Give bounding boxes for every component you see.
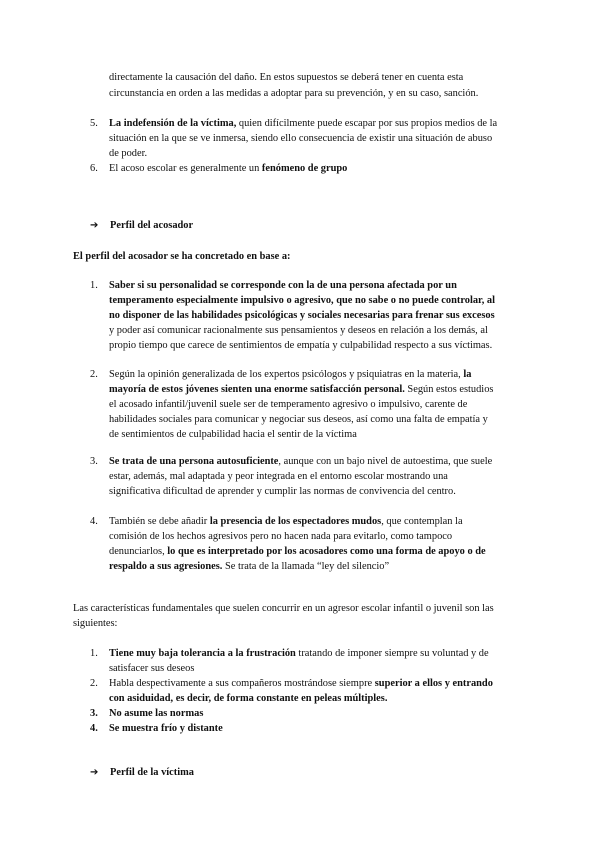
profile-item-2-line-1: Según la opinión generalizada de los expertos psicólogos y psiquiatras en la materia, la [109,369,472,380]
intro-line-1: directamente la causación del daño. En estos supuestos se deberá tener en cuenta esta [109,72,464,83]
profile-item-2-line-5: de sentimientos de culpabilidad hacia el sentir de la víctima [109,429,357,440]
profile-item-1-line-2: temperamento especialmente impulsivo o agresivo, que no sabe o no puede controlar, al [109,295,495,306]
list-number: 3. [90,456,98,467]
profile-item-2-line-2: mayoría de estos jóvenes sienten una enorme satisfacción personal. Según estos estudios [109,384,494,395]
profile-item-4-line-3: denunciarlos, lo que es interpretado por los acosadores como una forma de apoyo o de [109,546,486,557]
trait-2-line-2: con asiduidad, es decir, de forma constante en peleas múltiples. [109,693,388,704]
arrow-right-icon: ➔ [90,767,99,778]
list-number: 4. [90,516,98,527]
profile-item-1-line-3: no disponer de las habilidades psicológicas y sociales necesarias para frenar sus excesos [109,310,495,321]
characteristics-line-1: Las características fundamentales que suelen concurrir en un agresor escolar infantil o juvenil son las [73,603,494,614]
trait-2-line-1: Habla despectivamente a sus compañeros mostrándose siempre superior a ellos y entrando [109,678,493,689]
list-number: 5. [90,118,98,129]
list-item-5-line-1: La indefensión de la víctima, quien difícilmente puede escapar por sus propios medios de la [109,118,498,129]
trait-4: Se muestra frío y distante [109,723,223,734]
list-number: 3. [90,708,98,719]
characteristics-line-2: siguientes: [73,618,118,629]
profile-item-2-line-4: habilidades sociales para comunicar y negociar sus deseos, así como una falta de empatía y [109,414,488,425]
list-number: 1. [90,648,98,659]
section-title-acosador: Perfil del acosador [110,220,194,231]
list-item-5-line-3: de poder. [109,148,148,159]
profile-item-3-line-1: Se trata de una persona autosuficiente, aunque con un bajo nivel de autoestima, que suele [109,456,493,467]
trait-3: No asume las normas [109,708,204,719]
trait-1-line-1: Tiene muy baja tolerancia a la frustración tratando de imponer siempre su voluntad y de [109,648,489,659]
profile-item-1-line-5: propio tiempo que carece de sentimientos de empatía y culpabilidad respecto a sus víctimas. [109,340,493,351]
list-number: 4. [90,723,98,734]
trait-1-line-2: satisfacer sus deseos [109,663,195,674]
profile-item-3-line-3: significativa dificultad de aprender y cumplir las normas de convivencia del centro. [109,486,456,497]
list-item-5-line-2: situación en la que se ve inmersa, siendo ello consecuencia de existir una situación de abuso [109,133,493,144]
profile-item-2-line-3: el acosado infantil/juvenil suele ser de temperamento agresivo o impulsivo, carente de [109,399,468,410]
lead-text: El perfil del acosador se ha concretado en base a: [73,251,291,262]
list-item-6: El acoso escolar es generalmente un fenómeno de grupo [109,163,348,174]
arrow-right-icon: ➔ [90,220,99,231]
profile-item-1-line-4: y poder así comunicar racionalmente sus pensamientos y deseos en relación a los demás, al [109,325,488,336]
intro-line-2: circunstancia en orden a las medidas a adoptar para su prevención, y en su caso, sanción. [109,88,479,99]
profile-item-4-line-4: respaldo a sus agresiones. Se trata de la llamada “ley del silencio” [109,561,390,572]
profile-item-1-line-1: Saber si su personalidad se corresponde con la de una persona afectada por un [109,280,457,291]
list-number: 6. [90,163,98,174]
list-number: 2. [90,369,98,380]
profile-item-4-line-2: comisión de los hechos agresivos pero no hacen nada para evitarlo, como tampoco [109,531,453,542]
profile-item-3-line-2: estar, además, mal adaptada y peor integrada en el entorno escolar mostrando una [109,471,448,482]
list-number: 2. [90,678,98,689]
profile-item-4-line-1: También se debe añadir la presencia de los espectadores mudos, que contemplan la [109,516,463,527]
list-number: 1. [90,280,98,291]
section-title-victima: Perfil de la víctima [110,767,194,778]
